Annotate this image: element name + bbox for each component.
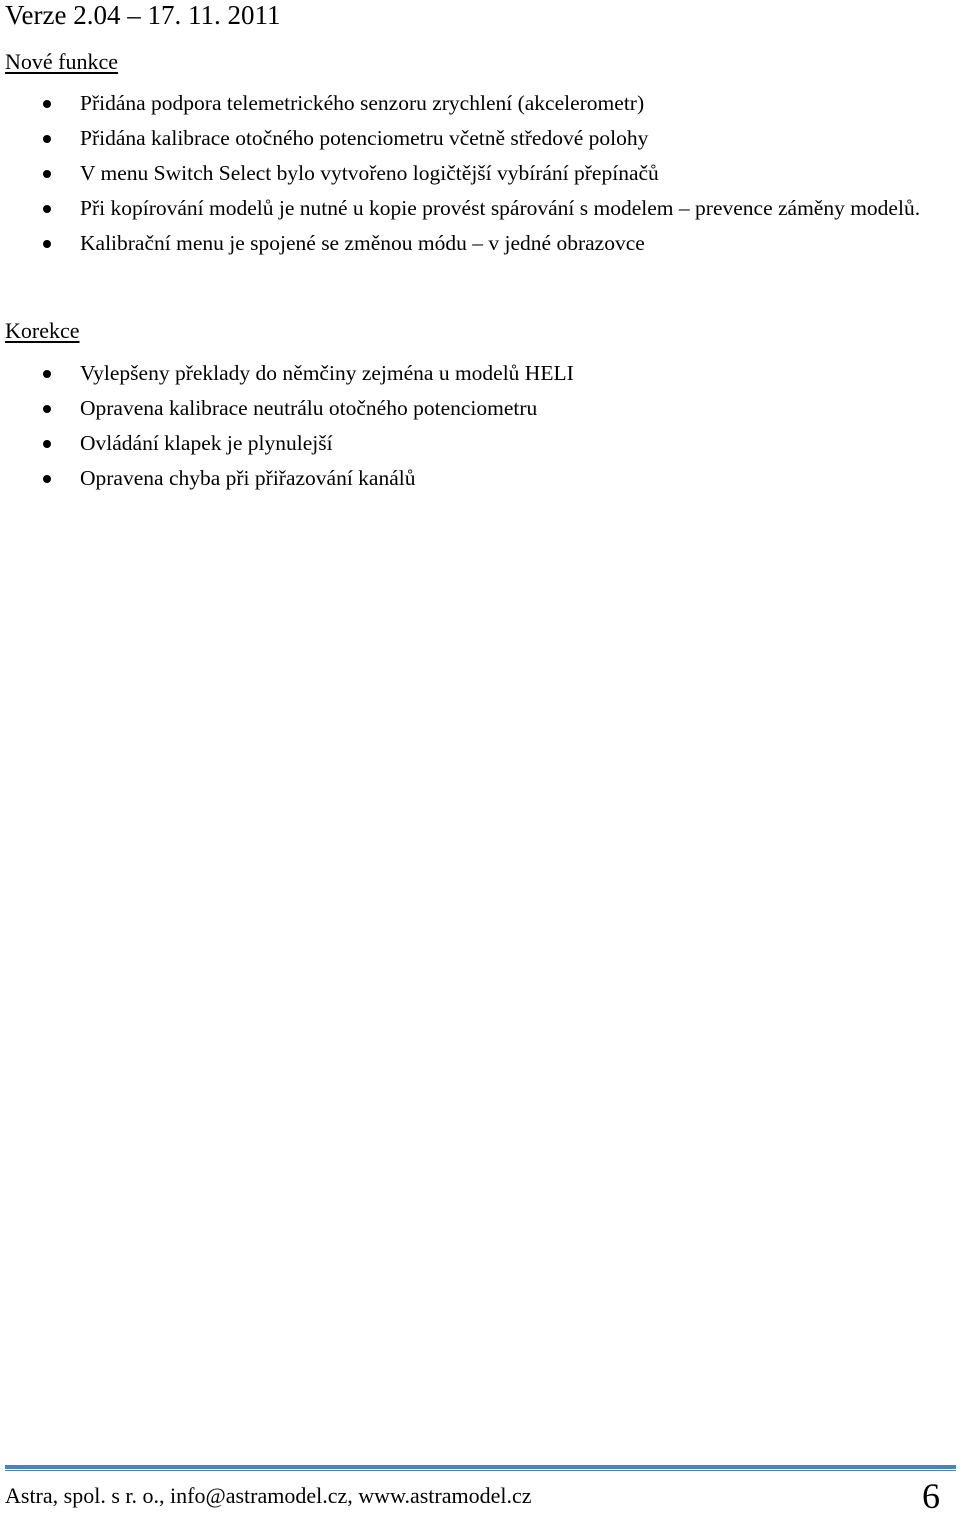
list-item bbox=[0, 156, 960, 191]
list-item bbox=[0, 226, 960, 261]
list-item bbox=[0, 461, 960, 496]
corrections-list bbox=[0, 356, 960, 496]
bullet-icon bbox=[43, 370, 51, 378]
list-item-text: Přidána podpora telemetrického senzoru zrychlení (akcelerometr) bbox=[80, 91, 645, 115]
bullet-icon bbox=[43, 405, 51, 413]
footer-divider bbox=[5, 1465, 956, 1469]
list-item-text: Opravena chyba při přiřazování kanálů bbox=[80, 466, 416, 490]
page-number: 6 bbox=[922, 1476, 940, 1516]
bullet-icon bbox=[43, 475, 51, 483]
list-item-text: Opravena kalibrace neutrálu otočného potenciometru bbox=[80, 396, 538, 420]
bullet-icon bbox=[43, 205, 51, 213]
bullet-icon bbox=[43, 135, 51, 143]
bullet-icon bbox=[43, 440, 51, 448]
new-features-list bbox=[0, 86, 960, 261]
list-item bbox=[0, 391, 960, 426]
list-item bbox=[0, 191, 960, 226]
section-heading-new-features: Nové funkce bbox=[5, 49, 119, 74]
footer-contact: Astra, spol. s r. o., info@astramodel.cz, www.astramodel.cz bbox=[5, 1483, 532, 1508]
bullet-icon bbox=[43, 240, 51, 248]
list-item bbox=[0, 86, 960, 121]
footer-divider-thin bbox=[5, 1470, 956, 1471]
bullet-icon bbox=[43, 170, 51, 178]
list-item-text: Přidána kalibrace otočného potenciometru včetně středové polohy bbox=[80, 126, 649, 150]
document-title: Verze 2.04 – 17. 11. 2011 bbox=[5, 0, 281, 30]
bullet-icon bbox=[43, 100, 51, 108]
list-item-text: V menu Switch Select bylo vytvořeno logičtější vybírání přepínačů bbox=[80, 161, 659, 185]
list-item-text: Ovládání klapek je plynulejší bbox=[80, 431, 333, 455]
list-item-text: Při kopírování modelů je nutné u kopie provést spárování s modelem – prevence záměny modelů. bbox=[80, 196, 921, 220]
list-item-text: Vylepšeny překlady do němčiny zejména u modelů HELI bbox=[80, 361, 574, 385]
list-item bbox=[0, 121, 960, 156]
section-heading-corrections: Korekce bbox=[5, 318, 80, 343]
list-item bbox=[0, 356, 960, 391]
list-item-text: Kalibrační menu je spojené se změnou módu – v jedné obrazovce bbox=[80, 231, 645, 255]
list-item bbox=[0, 426, 960, 461]
